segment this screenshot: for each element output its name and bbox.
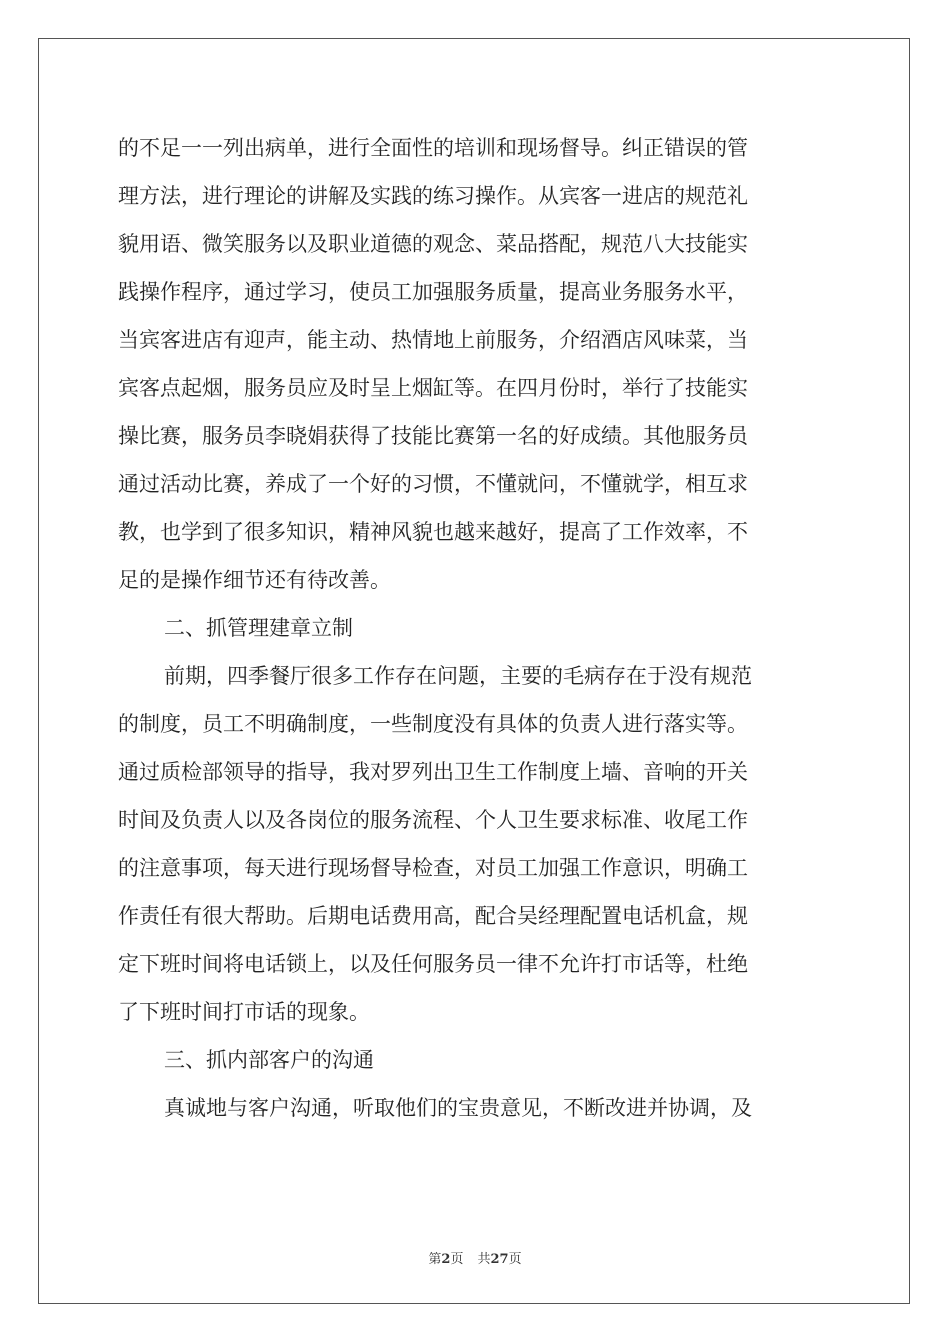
text-line: 操比赛，服务员李晓娟获得了技能比赛第一名的好成绩。其他服务员 [118,424,748,448]
footer-total-prefix: 共 [477,1252,491,1267]
page-footer [0,1248,950,1267]
text-line: 真诚地与客户沟通，听取他们的宝贵意见，不断改进并协调，及 [164,1096,752,1120]
text-line: 的不足一一列出病单，进行全面性的培训和现场督导。纠正错误的管 [118,136,748,160]
text-line: 作责任有很大帮助。后期电话费用高，配合吴经理配置电话机盒，规 [118,904,748,928]
text-line: 足的是操作细节还有待改善。 [118,568,391,592]
text-line: 教，也学到了很多知识，精神风貌也越来越好，提高了工作效率，不 [118,520,748,544]
section-heading: 三、抓内部客户的沟通 [164,1048,374,1072]
text-line: 通过活动比赛，养成了一个好的习惯，不懂就问，不懂就学，相互求 [118,472,748,496]
text-line: 了下班时间打市话的现象。 [118,1000,370,1024]
footer-page-suffix: 页 [450,1252,464,1267]
page-number: 2 [441,1252,451,1267]
text-line: 践操作程序，通过学习，使员工加强服务质量，提高业务服务水平， [118,280,748,304]
text-line: 前期，四季餐厅很多工作存在问题，主要的毛病存在于没有规范 [164,664,752,688]
text-line: 时间及负责人以及各岗位的服务流程、个人卫生要求标准、收尾工作 [118,808,748,832]
document-body [118,124,834,1132]
text-line: 定下班时间将电话锁上，以及任何服务员一律不允许打市话等，杜绝 [118,952,748,976]
text-line: 宾客点起烟，服务员应及时呈上烟缸等。在四月份时，举行了技能实 [118,376,748,400]
total-pages: 27 [490,1252,509,1267]
footer-prefix: 第 [428,1252,442,1267]
text-line: 通过质检部领导的指导，我对罗列出卫生工作制度上墙、音响的开关 [118,760,748,784]
text-line: 当宾客进店有迎声，能主动、热情地上前服务，介绍酒店风味菜，当 [118,328,748,352]
footer-total-suffix: 页 [508,1252,522,1267]
text-line: 理方法，进行理论的讲解及实践的练习操作。从宾客一进店的规范礼 [118,184,748,208]
text-line: 的制度，员工不明确制度，一些制度没有具体的负责人进行落实等。 [118,712,748,736]
text-line: 貌用语、微笑服务以及职业道德的观念、菜品搭配，规范八大技能实 [118,232,748,256]
section-heading: 二、抓管理建章立制 [164,616,353,640]
text-line: 的注意事项，每天进行现场督导检查，对员工加强工作意识，明确工 [118,856,748,880]
